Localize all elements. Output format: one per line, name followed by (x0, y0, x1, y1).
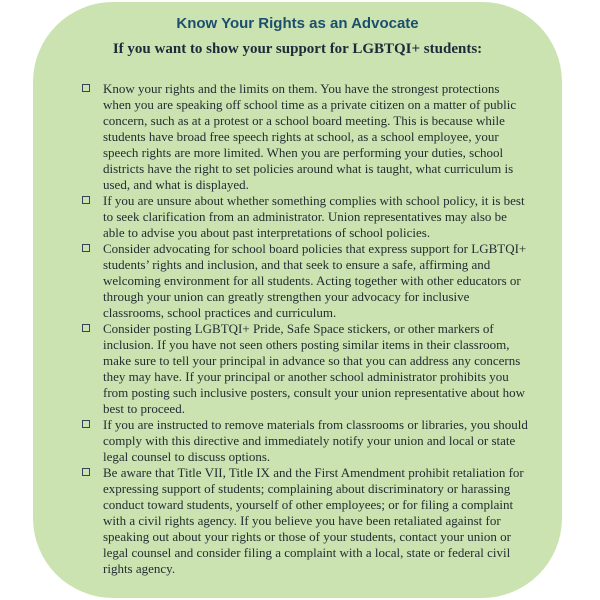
list-item (82, 321, 528, 417)
bullet-text: If you are unsure about whether something complies with school policy, it is best to seek clarification from an administrator. Union representatives may also be able to advise you about past interpretations of school policies. (103, 193, 525, 240)
page-title: Know Your Rights as an Advocate (176, 15, 419, 32)
checkbox-square-icon (82, 84, 90, 92)
rights-list (33, 81, 562, 577)
advocate-rights-card (33, 2, 562, 598)
bullet-text: Know your rights and the limits on them. You have the strongest protections when you are speaking off school time as a private citizen on a matter of public concern, such as at a protest or a school board meeting. This is because while students have broad free speech rights at school, as a school employee, your speech rights are more limited. When you are performing your duties, school districts have the right to set policies around what is taught, what curriculum is used, and what is displayed. (103, 81, 517, 192)
bullet-text: Consider advocating for school board policies that express support for LGBTQI+ students’ rights and inclusion, and that seek to ensure a safe, affirming and welcoming environment for all students. Acting together with other educators or through your union can greatly strengthen your advocacy for inclusive classrooms, school practices and curriculum. (103, 241, 527, 320)
checkbox-square-icon (82, 244, 90, 252)
checkbox-square-icon (82, 468, 90, 476)
checkbox-square-icon (82, 324, 90, 332)
bullet-text: If you are instructed to remove materials from classrooms or libraries, you should comply with this directive and immediately notify your union and local or state legal counsel to discuss options. (103, 417, 528, 464)
checkbox-square-icon (82, 420, 90, 428)
checkbox-square-icon (82, 196, 90, 204)
list-item (82, 241, 528, 321)
bullet-text: Consider posting LGBTQI+ Pride, Safe Space stickers, or other markers of inclusion. If you have not seen others posting similar items in their classroom, make sure to tell your principal in advance so that you can address any concerns they may have. If your principal or another school administrator prohibits you from posting such inclusive posters, consult your union representative about how best to proceed. (103, 321, 526, 416)
list-item (82, 417, 528, 465)
list-item (82, 193, 528, 241)
list-item (82, 465, 528, 577)
bullet-text: Be aware that Title VII, Title IX and the First Amendment prohibit retaliation for expressing support of students; complaining about discriminatory or harassing conduct toward students, yourself of other employees; or for filing a complaint with a civil rights agency. If you believe you have been retaliated against for speaking out about your rights or those of your students, contact your union or legal counsel and consider filing a complaint with a local, state or federal civil rights agency. (103, 465, 524, 576)
list-item (82, 81, 528, 193)
page-subtitle: If you want to show your support for LGBTQI+ students: (112, 41, 483, 57)
